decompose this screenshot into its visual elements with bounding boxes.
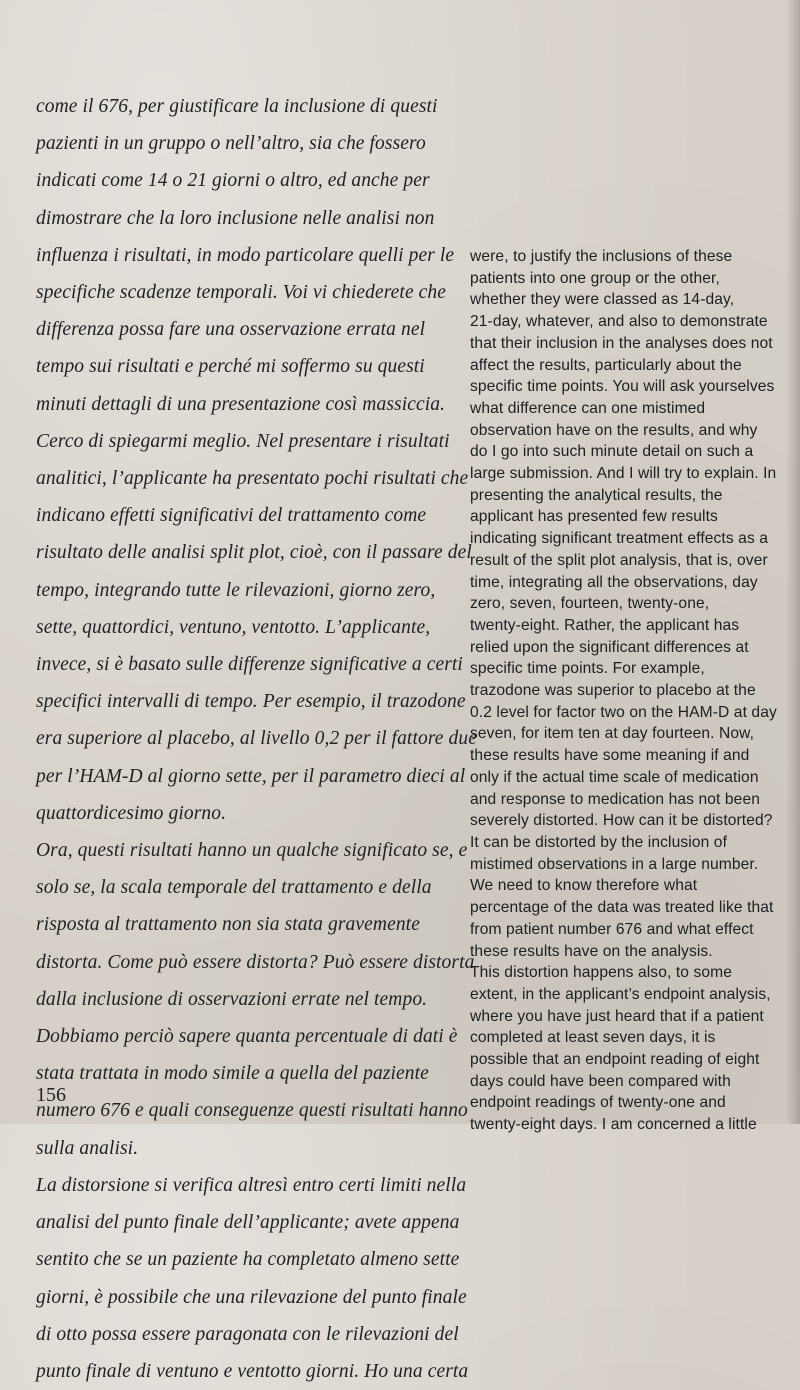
italian-text-line: sulla analisi.: [36, 1137, 139, 1159]
italian-text-line: analisi del punto finale dell’applicante; avete appena: [36, 1212, 460, 1234]
english-text-line: that their inclusion in the analyses does not: [470, 334, 773, 352]
italian-text-line: Cerco di spiegarmi meglio. Nel presentare i risultati: [36, 430, 450, 452]
italian-text-line: specifici intervalli di tempo. Per esempio, il trazodone: [36, 691, 466, 713]
italian-text-line: come il 676, per giustificare la inclusione di questi: [36, 96, 438, 117]
english-text-line: these results have on the analysis.: [470, 942, 713, 960]
italian-text-line: punto finale di ventuno e ventotto giorni. Ho una certa: [36, 1360, 469, 1382]
english-text-line: 0.2 level for factor two on the HAM-D at day: [470, 703, 777, 721]
english-text-line: We need to know therefore what: [470, 877, 698, 895]
english-text-line: where you have just heard that if a patient: [470, 1007, 764, 1025]
italian-text-column: [36, 88, 477, 1390]
italian-text-line: Ora, questi risultati hanno un qualche significato se, e: [36, 840, 468, 862]
english-text-line: result of the split plot analysis, that is, over: [470, 551, 768, 569]
english-text-line: days could have been compared with: [470, 1072, 731, 1090]
english-text-line: large submission. And I will try to explain. In: [470, 465, 777, 483]
english-text-line: specific time points. For example,: [470, 660, 705, 678]
english-text-line: only if the actual time scale of medication: [470, 768, 759, 786]
english-text-line: time, integrating all the observations, day: [470, 573, 758, 591]
english-text-line: 21-day, whatever, and also to demonstrate: [470, 313, 768, 331]
english-text-line: twenty-eight. Rather, the applicant has: [470, 616, 740, 634]
english-text-line: twenty-eight days. I am concerned a little: [470, 1116, 757, 1134]
english-text-line: presenting the analytical results, the: [470, 486, 723, 504]
italian-text-line: dimostrare che la loro inclusione nelle analisi non: [36, 207, 435, 229]
italian-text-line: dalla inclusione di osservazioni errate nel tempo.: [36, 988, 428, 1010]
italian-text-line: minuti dettagli di una presentazione così massiccia.: [36, 393, 446, 415]
italian-text-line: per l’HAM-D al giorno sette, per il parametro dieci al: [36, 765, 466, 787]
english-text-line: This distortion happens also, to some: [470, 964, 733, 982]
italian-text-line: distorta. Come può essere distorta? Può essere distorta: [36, 951, 475, 973]
page-edge-shadow: [786, 0, 800, 1124]
italian-text-line: influenza i risultati, in modo particolare quelli per le: [36, 244, 455, 266]
english-text-line: affect the results, particularly about the: [470, 356, 742, 374]
english-text-line: relied upon the significant differences at: [470, 638, 749, 656]
english-text-line: what difference can one mistimed: [470, 399, 706, 417]
italian-text-line: indicano effetti significativi del trattamento come: [36, 505, 427, 527]
italian-text-line: specifiche scadenze temporali. Voi vi chiederete che: [36, 282, 447, 304]
english-text-line: whether they were classed as 14-day,: [470, 291, 735, 309]
italian-text-line: La distorsione si verifica altresì entro certi limiti nella: [36, 1174, 467, 1196]
english-text-line: observation have on the results, and why: [470, 421, 758, 439]
italian-text-line: di otto possa essere paragonata con le rilevazioni del: [36, 1323, 459, 1345]
english-text-line: specific time points. You will ask yourselves: [470, 378, 775, 396]
english-text-line: from patient number 676 and what effect: [470, 920, 754, 938]
english-text-line: trazodone was superior to placebo at the: [470, 682, 756, 700]
english-text-line: seven, for item ten at day fourteen. Now,: [470, 725, 755, 743]
english-text-line: and response to medication has not been: [470, 790, 760, 808]
italian-text-line: solo se, la scala temporale del trattamento e della: [36, 877, 432, 899]
english-text-line: completed at least seven days, it is: [470, 1029, 716, 1047]
italian-text-line: risposta al trattamento non sia stata gravemente: [36, 914, 420, 936]
italian-text-line: indicati come 14 o 21 giorni o altro, ed anche per: [36, 170, 430, 192]
italian-text-line: Dobbiamo perciò sapere quanta percentuale di dati è: [36, 1026, 458, 1048]
italian-text-line: stata trattata in modo simile a quella del paziente: [36, 1063, 429, 1085]
english-text-line: endpoint readings of twenty-one and: [470, 1094, 726, 1112]
italian-text-line: risultato delle analisi split plot, cioè, con il passare del: [36, 542, 472, 564]
english-text-line: were, to justify the inclusions of these: [470, 248, 733, 265]
italian-text-line: differenza possa fare una osservazione errata nel: [36, 319, 426, 341]
italian-text-line: numero 676 e quali conseguenze questi risultati hanno: [36, 1100, 468, 1122]
english-text-line: extent, in the applicant’s endpoint analysis,: [470, 985, 771, 1003]
english-text-line: severely distorted. How can it be distorted?: [470, 812, 773, 830]
english-text-line: patients into one group or the other,: [470, 269, 720, 287]
italian-text-line: tempo, integrando tutte le rilevazioni, giorno zero,: [36, 579, 436, 601]
italian-text-line: quattordicesimo giorno.: [36, 802, 227, 824]
english-translation-column: [470, 246, 794, 1136]
italian-text-line: invece, si è basato sulle differenze significative a certi: [36, 654, 463, 676]
english-text-line: percentage of the data was treated like that: [470, 899, 774, 917]
english-text-line: It can be distorted by the inclusion of: [470, 833, 728, 851]
italian-text-line: tempo sui risultati e perché mi soffermo su questi: [36, 356, 425, 378]
italian-text-line: giorni, è possibile che una rilevazione del punto finale: [36, 1286, 467, 1308]
english-text-line: possible that an endpoint reading of eight: [470, 1051, 760, 1069]
italian-text-line: era superiore al placebo, al livello 0,2 per il fattore due: [36, 728, 477, 750]
english-text-line: indicating significant treatment effects as a: [470, 530, 769, 548]
english-text-line: zero, seven, fourteen, twenty-one,: [470, 595, 710, 613]
italian-text-line: pazienti in un gruppo o nell’altro, sia che fossero: [36, 133, 426, 155]
italian-text-line: sentito che se un paziente ha completato almeno sette: [36, 1249, 460, 1271]
english-text-line: mistimed observations in a large number.: [470, 855, 759, 873]
page-number: 156: [36, 1084, 66, 1106]
italian-text-line: sette, quattordici, ventuno, ventotto. L’applicante,: [36, 616, 431, 638]
italian-text-line: analitici, l’applicante ha presentato pochi risultati che: [36, 468, 469, 490]
english-text-line: applicant has presented few results: [470, 508, 718, 526]
english-text-line: these results have some meaning if and: [470, 747, 750, 765]
english-text-line: do I go into such minute detail on such a: [470, 443, 754, 461]
